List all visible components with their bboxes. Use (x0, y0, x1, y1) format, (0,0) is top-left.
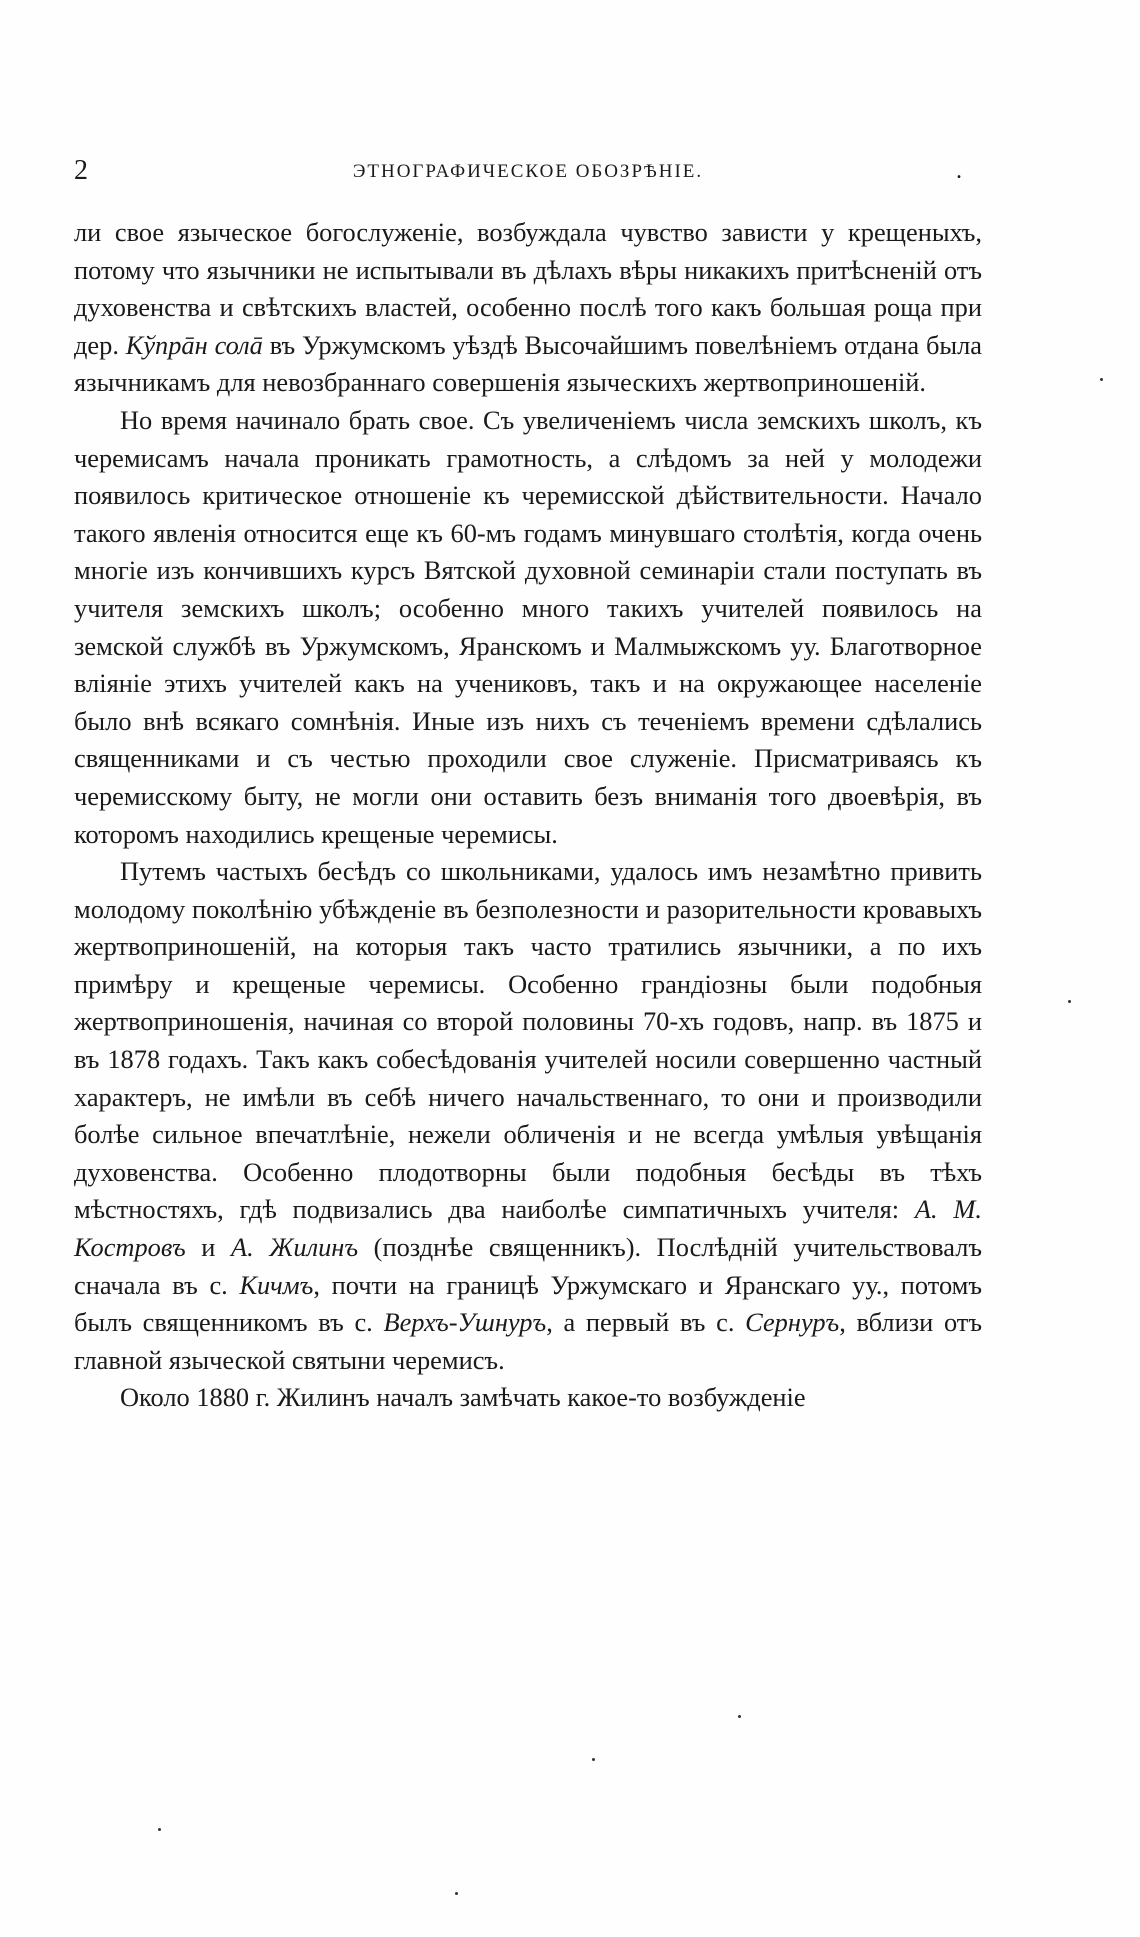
paragraph-2: Но время начинало брать свое. Съ увеличеніемъ числа земскихъ школъ, къ черемисамъ начала проникать грамотность, а слѣдомъ за ней у молодежи появилось критическое отношеніе къ черемисской дѣйствительности. Начало такого явленія относится еще къ 60-мъ годамъ минувшаго столѣтія, когда очень многіе изъ кончившихъ курсъ Вятской духовной семинаріи стали поступать въ учителя земскихъ школъ; особенно много такихъ учителей появилось на земской службѣ въ Уржумскомъ, Яранскомъ и Малмыжскомъ уу. Благотворное вліяніе этихъ учителей какъ на учениковъ, такъ и на окружающее населеніе было внѣ всякаго сомнѣнія. Иные изъ нихъ съ теченіемъ времени сдѣлались священниками и съ честью проходили свое служеніе. Присматриваясь къ черемисскому быту, не могли они оставить безъ вниманія того двоевѣрія, въ которомъ находились крещеные черемисы. (74, 404, 982, 849)
teacher-name-zhilin: А. Жилинъ (230, 1232, 359, 1263)
header-dot: . (956, 158, 962, 184)
village-name-verkh-ushnur: Верхъ-Ушнуръ (383, 1307, 547, 1338)
village-name-kichm: Кичмъ (239, 1269, 314, 1300)
paper-speck (1068, 1000, 1071, 1003)
paper-speck (455, 1892, 458, 1895)
teacher-name-kostrov: А. М. Костровъ (74, 1194, 983, 1263)
paper-speck (1100, 378, 1103, 381)
page-number: 2 (74, 155, 88, 186)
paragraph-3-part-a: Путемъ частыхъ бесѣдъ со школьниками, удалось имъ незамѣтно привить молодому поколѣнію убѣжденіе въ безполезности и разорительности кровавыхъ жертвоприношеній, на которыя такъ часто тратились язычники, а по ихъ примѣру и крещеные черемисы. Особенно грандіозны были подобныя жертвоприношенія, начиная со второй половины 70-хъ годовъ, напр. въ 1875 и въ 1878 годахъ. Такъ какъ собесѣдованія учителей носили совершенно частный характеръ, не имѣли въ себѣ ничего начальственнаго, то они и производили болѣе сильное впечатлѣніе, нежели обличенія и не всегда умѣлыя увѣщанія духовенства. Особенно плодотворны были подобныя бесѣды въ тѣхъ мѣстностяхъ, гдѣ подвизались два наиболѣе симпатичныхъ учителя: (74, 856, 982, 1225)
paragraph-3-part-e: , а первый въ с. (546, 1307, 746, 1338)
village-name-sernur: Сернуръ (745, 1307, 840, 1338)
paper-speck (592, 1758, 595, 1761)
running-title: ЭТНОГРАФИЧЕСКОЕ ОБОЗРѢНІЕ. (352, 161, 704, 182)
paper-speck (738, 1715, 741, 1718)
paragraph-3-part-d: , почти на границѣ Уржумскаго и Яранскаго уу., потомъ былъ священникомъ въ с. (74, 1269, 982, 1338)
place-name-italic: Кўпрāн солā (125, 329, 263, 360)
page-header (74, 154, 982, 188)
paragraph-3-part-b: и (185, 1232, 231, 1263)
paragraph-3 (74, 853, 982, 1379)
body-text (74, 214, 982, 1417)
paragraph-1 (74, 214, 982, 402)
paper-speck (158, 1828, 161, 1831)
paragraph-3-part-f: , вблизи отъ главной языческой святыни черемисъ. (74, 1307, 982, 1375)
paragraph-1-part-a: ли свое языческое богослуженіе, возбуждала чувство зависти у крещеныхъ, потому что язычники не испытывали въ дѣлахъ вѣры никакихъ притѣсненій отъ духовенства и свѣтскихъ властей, особенно послѣ того какъ большая роща при дер. (74, 217, 982, 360)
paragraph-1-part-b: въ Уржумскомъ уѣздѣ Высочайшимъ повелѣніемъ отдана была язычникамъ для невозбраннаго совершенія языческихъ жертвоприношеній. (74, 329, 982, 398)
paragraph-3-part-c: (позднѣе священникъ). Послѣдній учительствовалъ сначала въ с. (74, 1232, 983, 1300)
paragraph-4: Около 1880 г. Жилинъ началъ замѣчать какое-то возбужденіе (120, 1382, 806, 1413)
